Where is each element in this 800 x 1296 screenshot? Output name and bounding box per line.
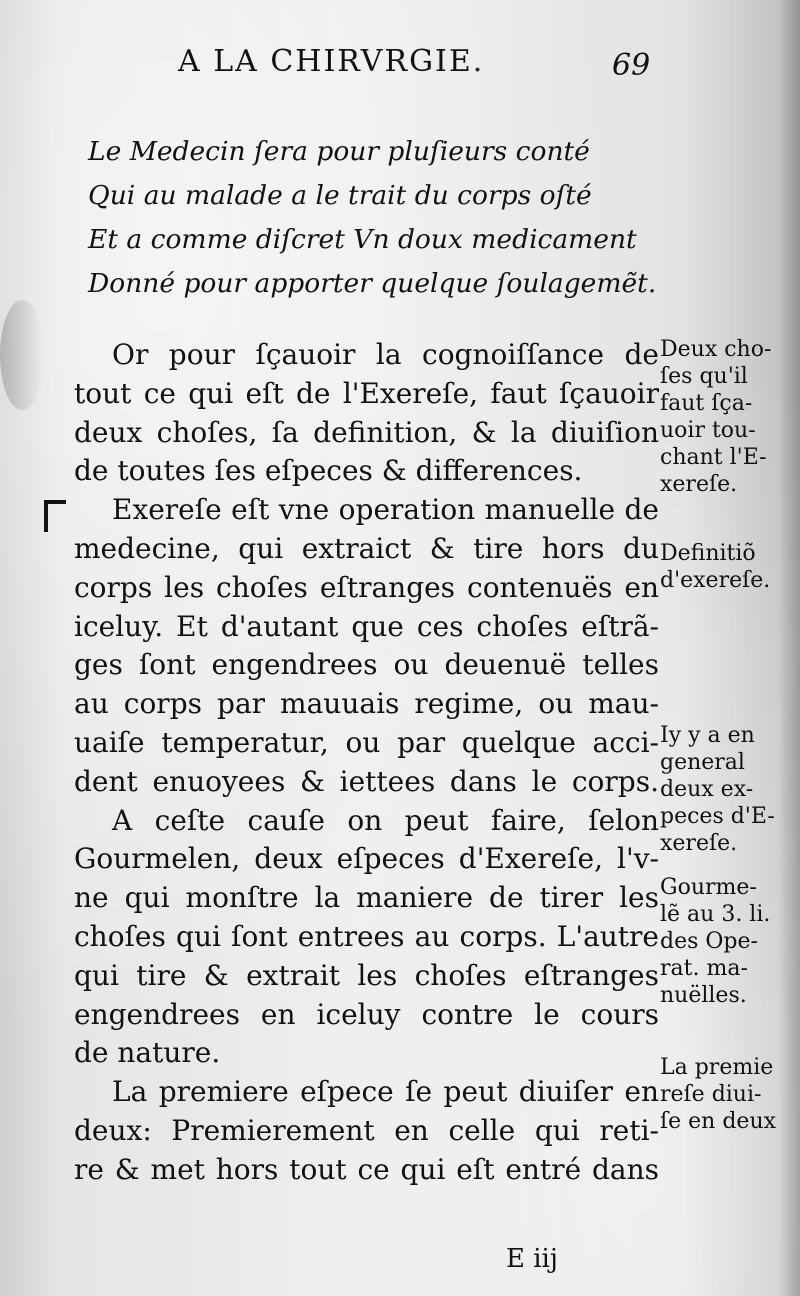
- text-line: Or pour ſçauoir la cognoiſſance de: [112, 338, 659, 371]
- margin-note-line: uoir tou-: [660, 418, 756, 443]
- margin-note-line: deux ex-: [660, 777, 754, 802]
- verse-block: [88, 130, 657, 306]
- margin-note-line: d'exereſe.: [660, 568, 771, 593]
- text-line: de nature.: [74, 1036, 221, 1070]
- margin-note-line: reſe diui-: [660, 1082, 762, 1107]
- text-line: A ceſte cauſe on peut faire, ſelon: [112, 803, 659, 837]
- bracket-mark: [44, 500, 66, 532]
- text-line: iceluy. Et d'autant que ces choſes eſtrã-: [74, 609, 659, 643]
- text-line: re & met hors tout ce qui eſt entré dans: [74, 1152, 659, 1186]
- margin-note-line: Gourme-: [660, 875, 757, 900]
- margin-note-line: des Ope-: [660, 929, 758, 954]
- margin-note-line: Definitiõ: [660, 541, 756, 566]
- margin-note-line: xereſe.: [660, 831, 738, 856]
- margin-note-line: faut ſça-: [660, 391, 753, 416]
- margin-note-line: La premie: [660, 1055, 774, 1080]
- text-line: choſes qui ſont entrees au corps. L'autre: [74, 919, 659, 953]
- page-header: [0, 44, 800, 94]
- margin-note-line: lẽ au 3. li.: [660, 902, 771, 927]
- text-line: tout ce qui eſt de l'Exereſe, faut ſçauoir: [74, 376, 659, 410]
- text-line: corps les choſes eſtranges contenuës en: [74, 570, 659, 604]
- text-line: ne qui monſtre la maniere de tirer les: [74, 881, 659, 915]
- text-line: uaiſe temperatur, ou par quelque acci-: [74, 725, 659, 759]
- verse-line: Qui au malade a le trait du corps oſté: [88, 180, 592, 211]
- text-line: ges ſont engendrees ou deuenuë telles: [74, 648, 659, 682]
- margin-note-two-things: [660, 336, 800, 498]
- margin-note-line: chant l'E-: [660, 445, 767, 470]
- text-line: medecine, qui extraict & tire hors du: [74, 531, 659, 565]
- margin-note-line: nuëlles.: [660, 983, 747, 1008]
- margin-note-line: Deux cho-: [660, 337, 772, 362]
- text-line: Gourmelen, deux eſpeces d'Exereſe, l'v-: [74, 842, 659, 876]
- main-text-block: [74, 336, 659, 1190]
- text-line: engendrees en iceluy contre le cours: [74, 997, 659, 1031]
- text-line: au corps par mauuais regime, ou mau-: [74, 687, 659, 721]
- margin-note-definition: [660, 540, 800, 594]
- text-line: Exereſe eſt vne operation manuelle de: [112, 493, 659, 527]
- margin-note-first-division: [660, 1054, 800, 1135]
- margin-note-line: ſe en deux: [660, 1109, 777, 1134]
- text-line: La premiere eſpece ſe peut diuiſer en: [112, 1075, 659, 1109]
- signature-mark: E iij: [506, 1244, 558, 1274]
- page-stain: [0, 300, 44, 410]
- running-head: A LA CHIRVRGIE.: [178, 44, 485, 79]
- margin-note-line: rat. ma-: [660, 956, 748, 981]
- text-line: dent enuoyees & iettees dans le corps.: [74, 764, 659, 798]
- margin-note-line: xereſe.: [660, 472, 738, 497]
- verse-line: Donné pour apporter quelque ſoulagemẽt.: [88, 268, 657, 299]
- text-line: deux choſes, ſa definition, & la diuiſion: [74, 415, 659, 449]
- text-line: de toutes ſes eſpeces & differences.: [74, 454, 583, 488]
- margin-note-line: ſes qu'il: [660, 364, 748, 389]
- verse-line: Le Medecin ſera pour pluſieurs conté: [88, 136, 590, 167]
- margin-note-line: general: [660, 750, 745, 775]
- margin-note-gourmelen: [660, 874, 800, 1009]
- margin-note-line: peces d'E-: [660, 804, 775, 829]
- verse-line: Et a comme diſcret Vn doux medicament: [88, 224, 637, 255]
- margin-note-line: Iy y a en: [660, 723, 755, 748]
- page-number: 69: [612, 48, 651, 83]
- text-line: qui tire & extrait les choſes eſtranges: [74, 958, 659, 992]
- text-line: deux: Premierement en celle qui reti-: [74, 1113, 659, 1147]
- margin-note-general: [660, 722, 800, 857]
